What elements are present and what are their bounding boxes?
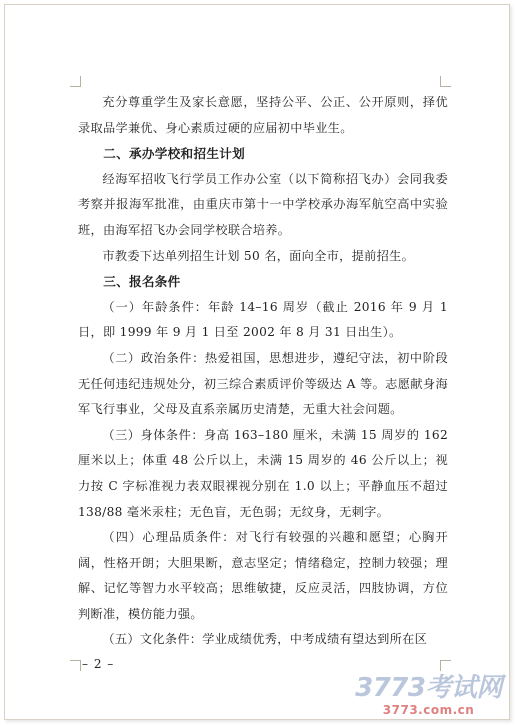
watermark-main-text: 3773考试网 <box>355 673 502 703</box>
paragraph-physical-requirement: （三）身体条件：身高 163–180 厘米，未满 15 周岁的 162 厘米以上；体重 48 公斤以上，未满 15 周岁的 46 公斤以上；视力按 C 字标准视力表双眼裸视分别在 1.0 以上；平静血压不超过 138/88 毫米汞柱；无色盲，无色弱；无纹身，无刺字。 <box>78 427 448 519</box>
crop-mark-top-left <box>70 76 81 87</box>
document-body <box>78 90 448 653</box>
site-watermark-logo <box>355 673 502 717</box>
page-number: – 2 – <box>82 657 115 671</box>
paragraph-host-school: 经海军招收飞行学员工作办公室（以下简称招飞办）会同我委考察并报海军批准，由重庆市第十一中学校承办海军航空高中实验班，由海军招飞办会同学校联合培养。 <box>78 171 448 237</box>
paragraph-psychological-requirement: （四）心理品质条件：对飞行有较强的兴趣和愿望；心胸开阔，性格开朗；大胆果断，意志坚定；情绪稳定，控制力较强；理解、记忆等智力水平较高；思维敏捷，反应灵活，四肢协调，方位判断准，模仿能力强。 <box>78 530 448 621</box>
section-heading-school-plan: 二、承办学校和招生计划 <box>103 146 246 162</box>
watermark-url-text: 3773.com.cn <box>382 703 475 717</box>
section-heading-requirements: 三、报名条件 <box>103 274 181 290</box>
paragraph-enrollment-quota: 市教委下达单列招生计划 50 名，面向全市，提前招生。 <box>102 248 415 263</box>
crop-mark-bottom-right <box>440 660 451 671</box>
paragraph-political-requirement: （二）政治条件：热爱祖国，思想进步，遵纪守法，初中阶段无任何违纪违规处分，初三综合素质评价等级达 A 等。志愿献身海军飞行事业，父母及直系亲属历史清楚，无重大社会问题。 <box>78 350 448 417</box>
crop-mark-top-right <box>440 76 451 87</box>
paragraph-age-requirement: （一）年龄条件：年龄 14–16 周岁（截止 2016 年 9 月 1 日，即 1999 年 9 月 1 日至 2002 年 8 月 31 日出生）。 <box>78 299 448 340</box>
paragraph-selection-principle: 充分尊重学生及家长意愿，坚持公平、公正、公开原则，择优录取品学兼优、身心素质过硬的应届初中毕业生。 <box>78 95 448 135</box>
paragraph-academic-requirement: （五）文化条件：学业成绩优秀，中考成绩有望达到所在区 <box>102 632 428 647</box>
crop-mark-bottom-left <box>70 660 81 671</box>
